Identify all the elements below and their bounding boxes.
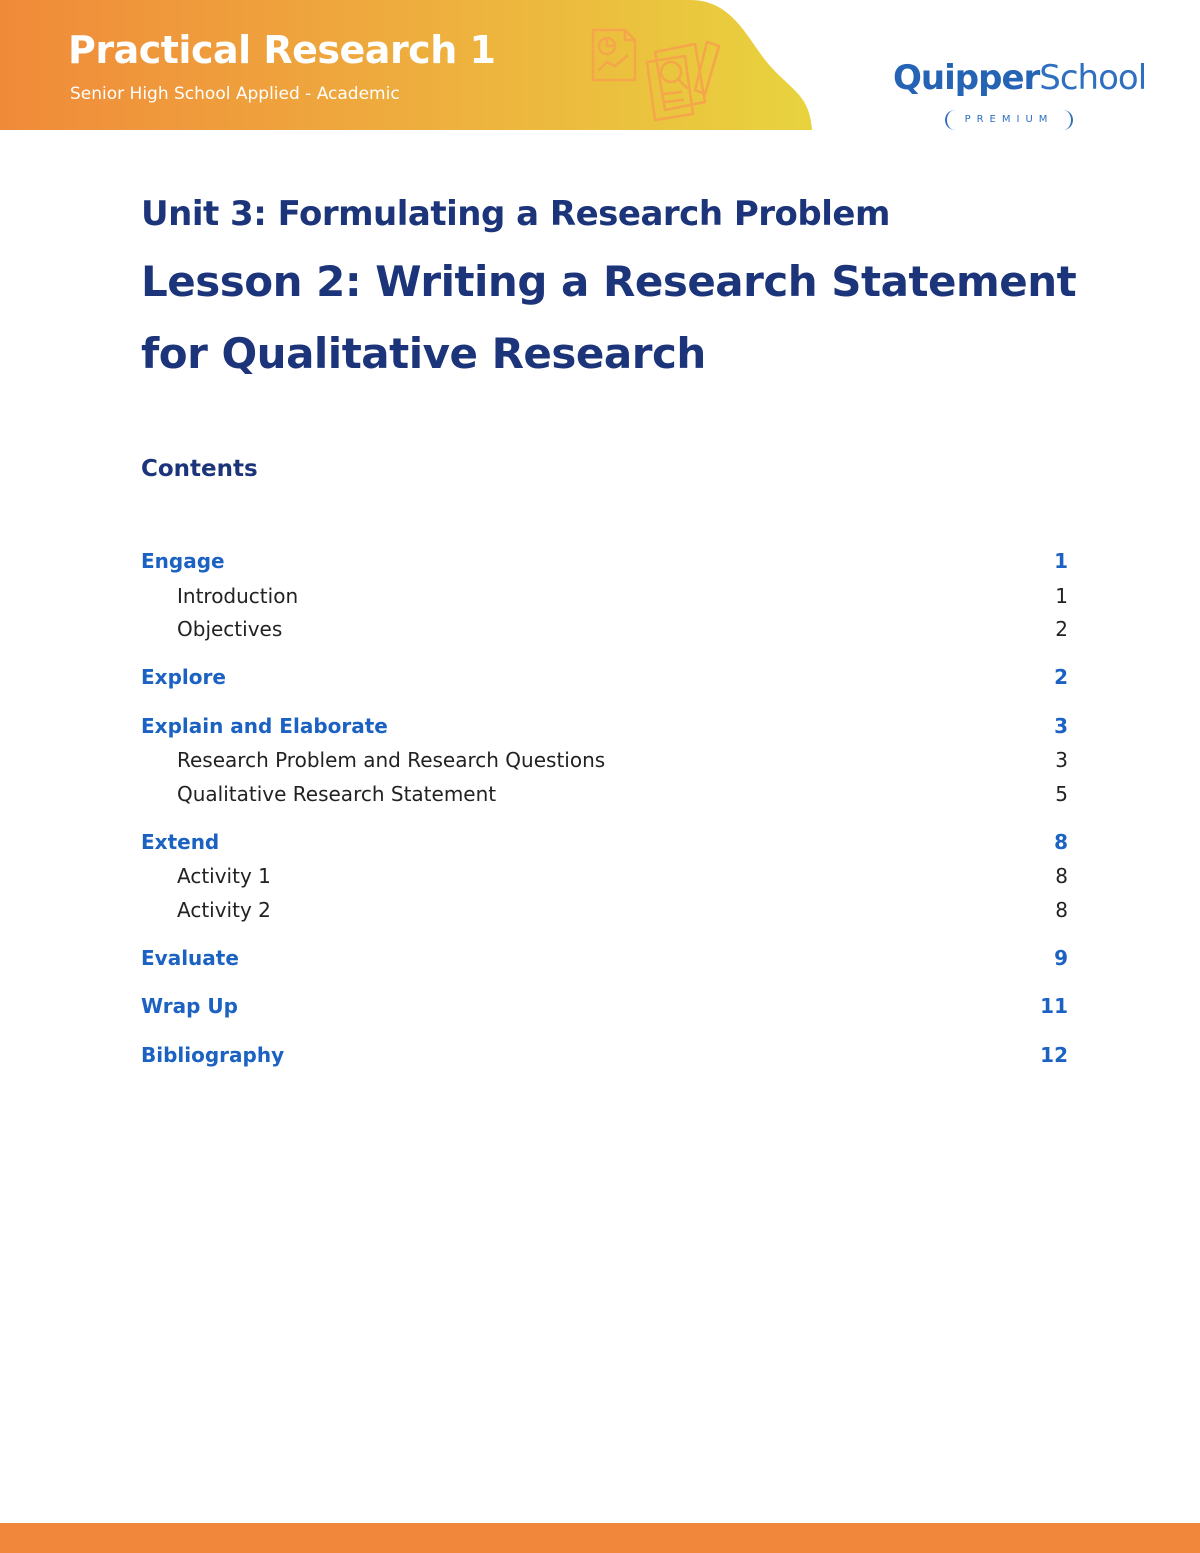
toc-entry-label: Introduction (177, 584, 299, 608)
toc-entry-evaluate[interactable] (141, 946, 1068, 976)
course-subtitle: Senior High School Applied - Academic (70, 84, 400, 104)
toc-entry-label: Explore (141, 665, 226, 689)
contents-heading: Contents (141, 456, 258, 482)
footer-bar (0, 1523, 1200, 1553)
toc-entry-qualitative-statement[interactable] (141, 782, 1068, 812)
logo-brand-second: School (1039, 58, 1147, 98)
toc-entry-research-problem[interactable] (141, 748, 1068, 778)
header-banner (0, 0, 820, 130)
toc-entry-label: Engage (141, 549, 225, 573)
toc-entry-page: 8 (1055, 864, 1068, 888)
toc-entry-extend[interactable] (141, 830, 1068, 860)
toc-entry-page: 8 (1055, 898, 1068, 922)
logo-brand-main: Quipper (893, 58, 1040, 98)
logo-wordmark (893, 58, 1146, 98)
toc-entry-page: 11 (1040, 994, 1068, 1018)
unit-title: Unit 3: Formulating a Research Problem (141, 194, 890, 234)
toc-entry-activity-2[interactable] (141, 898, 1068, 928)
premium-badge: PREMIUM (945, 110, 1073, 130)
toc-entry-page: 3 (1054, 714, 1068, 738)
toc-entry-engage[interactable] (141, 549, 1068, 579)
toc-entry-label: Research Problem and Research Questions (177, 748, 606, 772)
toc-entry-page: 1 (1054, 549, 1068, 573)
lesson-title: Lesson 2: Writing a Research Statement for Qualitative Research (141, 257, 1077, 378)
toc-entry-label: Bibliography (141, 1043, 285, 1067)
toc-entry-label: Activity 2 (177, 898, 271, 922)
toc-entry-label: Extend (141, 830, 220, 854)
course-title: Practical Research 1 (68, 28, 496, 72)
toc-entry-objectives[interactable] (141, 617, 1068, 647)
toc-entry-page: 5 (1055, 782, 1068, 806)
toc-entry-introduction[interactable] (141, 584, 1068, 614)
research-documents-icon (585, 22, 735, 122)
toc-entry-label: Activity 1 (177, 864, 271, 888)
toc-entry-page: 2 (1054, 665, 1068, 689)
toc-entry-page: 8 (1054, 830, 1068, 854)
toc-entry-activity-1[interactable] (141, 864, 1068, 894)
toc-entry-explore[interactable] (141, 665, 1068, 695)
toc-entry-explain-and-elaborate[interactable] (141, 714, 1068, 744)
toc-entry-label: Explain and Elaborate (141, 714, 388, 738)
toc-entry-label: Qualitative Research Statement (177, 782, 497, 806)
toc-entry-page: 12 (1040, 1043, 1068, 1067)
toc-entry-page: 9 (1054, 946, 1068, 970)
toc-entry-label: Wrap Up (141, 994, 238, 1018)
toc-entry-page: 3 (1055, 748, 1068, 772)
toc-entry-label: Objectives (177, 617, 283, 641)
toc-entry-bibliography[interactable] (141, 1043, 1068, 1073)
toc-entry-wrap-up[interactable] (141, 994, 1068, 1024)
quipper-school-logo (893, 58, 1147, 138)
toc-entry-page: 2 (1055, 617, 1068, 641)
toc-entry-label: Evaluate (141, 946, 239, 970)
toc-entry-page: 1 (1055, 584, 1068, 608)
